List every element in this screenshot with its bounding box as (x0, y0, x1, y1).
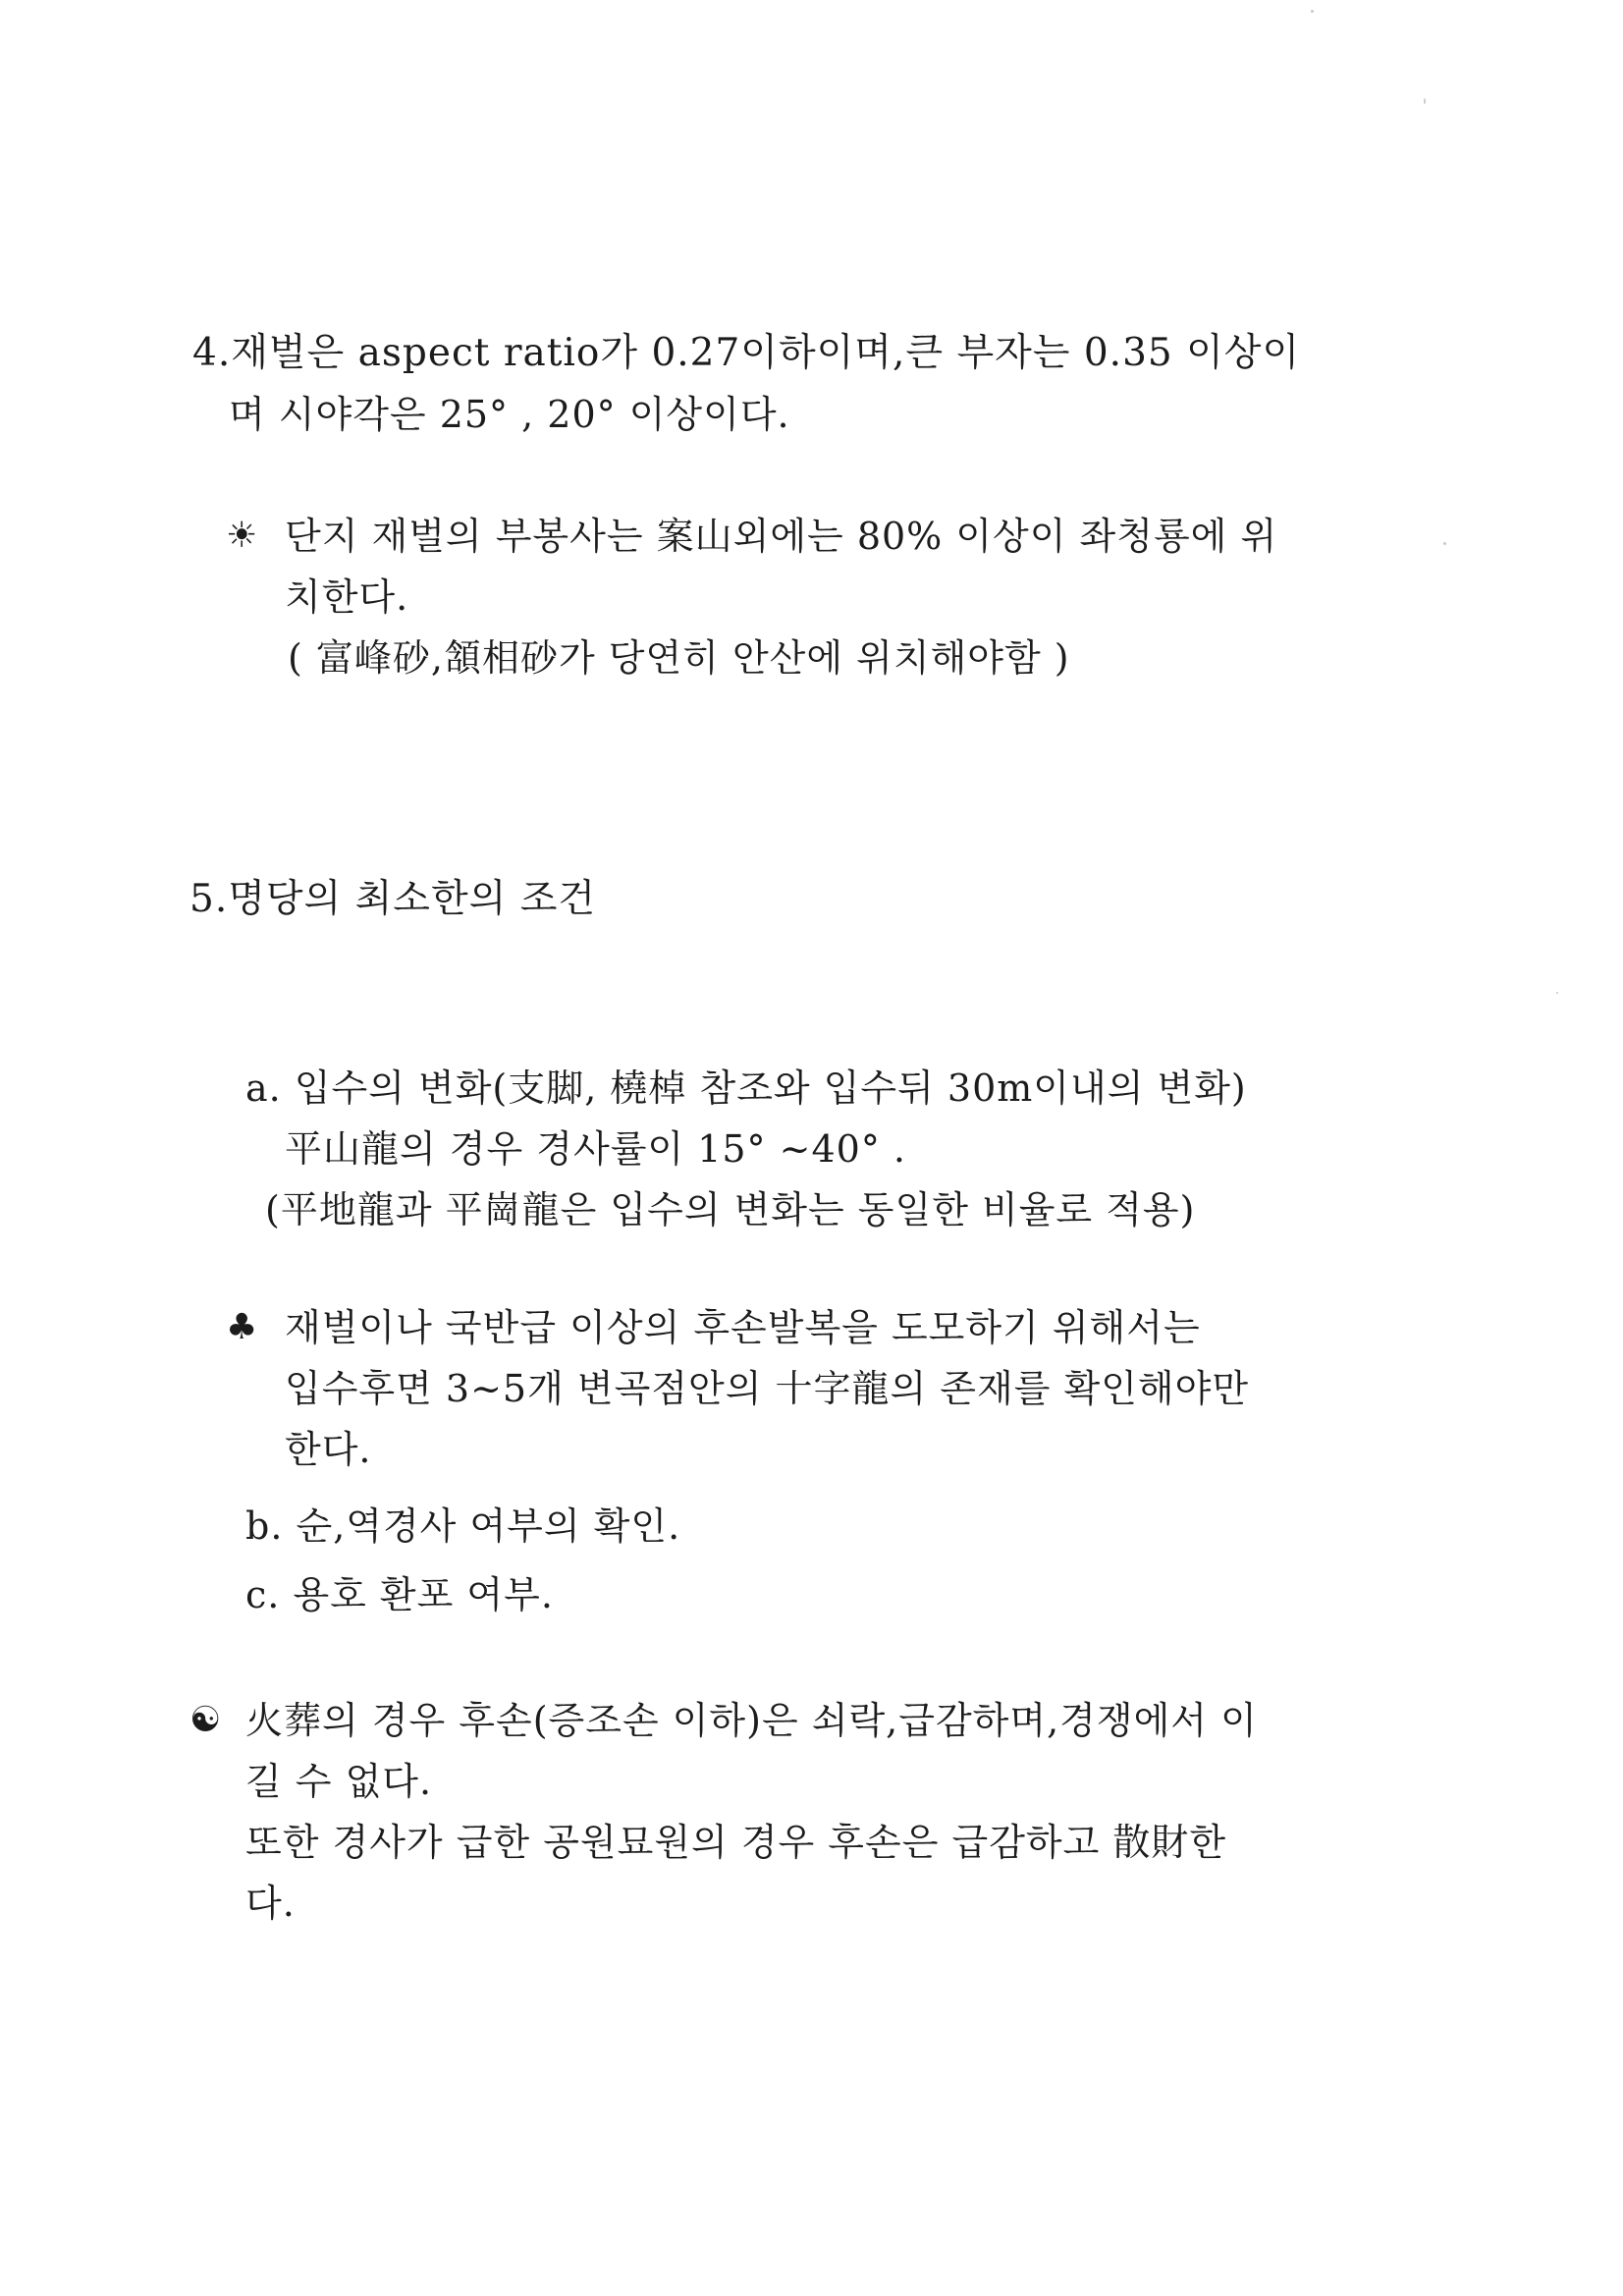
sun-note-line-1: 단지 재벌의 부봉사는 案山외에는 80% 이상이 좌청룡에 위 (285, 515, 1278, 558)
yin-yang-icon: ☯ (189, 1700, 222, 1740)
scan-speck (1443, 542, 1446, 545)
item-a-line-3: (平地龍과 平崗龍은 입수의 변화는 동일한 비율로 적용) (265, 1188, 1196, 1231)
club-icon: ♣ (226, 1307, 258, 1347)
item-a-line-1: a. 입수의 변화(支脚, 橈棹 참조와 입수뒤 30m이내의 변화) (245, 1066, 1247, 1110)
item-b: b. 순,역경사 여부의 확인. (245, 1504, 681, 1548)
item-a-line-2: 平山龍의 경우 경사률이 15° ~40° . (285, 1127, 906, 1171)
yinyang-note-line-1: 火葬의 경우 후손(증조손 이하)은 쇠락,급감하며,경쟁에서 이 (245, 1699, 1258, 1742)
scan-speck (1424, 98, 1426, 104)
section-4-line-1: 4.재벌은 aspect ratio가 0.27이하이며,큰 부자는 0.35 이상이 (192, 331, 1301, 375)
club-note-line-3: 한다. (285, 1428, 372, 1471)
yinyang-note-line-4: 다. (245, 1882, 296, 1925)
section-5-title: 5.명당의 최소한의 조건 (189, 877, 597, 921)
scan-speck (1556, 992, 1558, 994)
sun-note-line-2: 치한다. (285, 575, 409, 619)
yinyang-note-line-2: 길 수 없다. (245, 1760, 433, 1803)
scan-speck (1311, 10, 1314, 13)
club-note-line-1: 재벌이나 국반급 이상의 후손발복을 도모하기 위해서는 (285, 1306, 1201, 1349)
sun-icon: ☀ (226, 516, 258, 556)
section-4-line-2: 며 시야각은 25° , 20° 이상이다. (229, 393, 790, 436)
item-c: c. 용호 환포 여부. (245, 1573, 554, 1616)
yinyang-note-line-3: 또한 경사가 급한 공원묘원의 경우 후손은 급감하고 散財한 (245, 1821, 1227, 1864)
sun-note-line-3: ( 富峰砂,頷相砂가 당연히 안산에 위치해야함 ) (288, 636, 1070, 680)
club-note-line-2: 입수후면 3~5개 변곡점안의 十字龍의 존재를 확인해야만 (285, 1367, 1250, 1410)
